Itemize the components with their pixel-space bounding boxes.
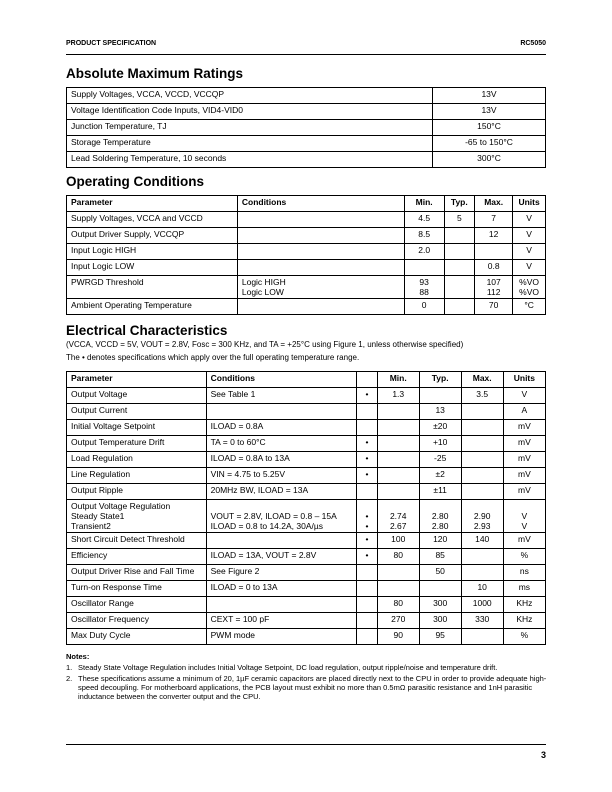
ec-row [67, 484, 546, 500]
oc-row [67, 260, 546, 276]
notes-title: Notes: [66, 652, 90, 661]
amr-row [67, 120, 546, 136]
oc-header: Parameter [67, 196, 238, 212]
oc-cell [237, 299, 404, 315]
amr-param: Lead Soldering Temperature, 10 seconds [67, 152, 433, 168]
ec-cell: TA = 0 to 60°C [206, 436, 357, 452]
amr-row [67, 136, 546, 152]
ec-cell: mV [503, 420, 545, 436]
ec-cell: 13 [419, 404, 461, 420]
oc-header: Min. [404, 196, 444, 212]
ec-cell: % [503, 549, 545, 565]
oc-cell [237, 212, 404, 228]
ec-cell: Efficiency [67, 549, 207, 565]
ec-cell: ±20 [419, 420, 461, 436]
page-number: 3 [540, 750, 546, 760]
ec-cell: 120 [419, 533, 461, 549]
oc-cell: PWRGD Threshold [67, 276, 238, 299]
amr-param: Voltage Identification Code Inputs, VID4-VID0 [67, 104, 433, 120]
ec-cell: A [503, 404, 545, 420]
amr-row [67, 152, 546, 168]
ec-cell [377, 565, 419, 581]
ec-cell [461, 629, 503, 645]
oc-header: Units [513, 196, 546, 212]
ec-cell: mV [503, 468, 545, 484]
oc-cell [237, 260, 404, 276]
ec-cell: 300 [419, 613, 461, 629]
ec-row [67, 533, 546, 549]
ec-row [67, 420, 546, 436]
temp-range-dot: • [357, 436, 377, 452]
ec-cell: 10 [461, 581, 503, 597]
amr-title: Absolute Maximum Ratings [66, 66, 244, 81]
ec-cell: 100 [377, 533, 419, 549]
amr-table [66, 87, 546, 168]
ec-row [67, 565, 546, 581]
ec-cell: Initial Voltage Setpoint [67, 420, 207, 436]
ec-cell [461, 420, 503, 436]
ec-cell: ±2 [419, 468, 461, 484]
ec-cell: Max Duty Cycle [67, 629, 207, 645]
ec-cell: VIN = 4.75 to 5.25V [206, 468, 357, 484]
ec-header-row [67, 372, 546, 388]
ec-cell: See Figure 2 [206, 565, 357, 581]
ec-header [357, 372, 377, 388]
notes [66, 652, 548, 703]
temp-range-dot [357, 420, 377, 436]
ec-cell: ILOAD = 0.8A [206, 420, 357, 436]
ec-cell: mV [503, 452, 545, 468]
ec-cell [461, 565, 503, 581]
oc-row [67, 299, 546, 315]
ec-cell: ns [503, 565, 545, 581]
ec-row [67, 452, 546, 468]
ec-cell: 270 [377, 613, 419, 629]
amr-value: 300°C [433, 152, 546, 168]
note-item [66, 663, 548, 672]
oc-cell: Logic HIGH Logic LOW [237, 276, 404, 299]
oc-cell [237, 244, 404, 260]
amr-value: 13V [433, 88, 546, 104]
oc-cell [237, 228, 404, 244]
ec-cell [461, 549, 503, 565]
oc-row [67, 276, 546, 299]
ec-cell: Output Temperature Drift [67, 436, 207, 452]
ec-header: Typ. [419, 372, 461, 388]
oc-cell: °C [513, 299, 546, 315]
amr-value: -65 to 150°C [433, 136, 546, 152]
oc-cell: 2.0 [404, 244, 444, 260]
amr-param: Junction Temperature, TJ [67, 120, 433, 136]
ec-cell: Oscillator Range [67, 597, 207, 613]
ec-cell: mV [503, 533, 545, 549]
ec-cell: Output Ripple [67, 484, 207, 500]
oc-cell: 7 [475, 212, 513, 228]
ec-header: Units [503, 372, 545, 388]
ec-cell: 80 [377, 549, 419, 565]
ec-cell: 50 [419, 565, 461, 581]
ec-row [67, 549, 546, 565]
ec-cell: ILOAD = 0.8A to 13A [206, 452, 357, 468]
oc-header: Conditions [237, 196, 404, 212]
ec-cell: Output Driver Rise and Fall Time [67, 565, 207, 581]
ec-cell: ILOAD = 0 to 13A [206, 581, 357, 597]
oc-cell: 8.5 [404, 228, 444, 244]
amr-value: 150°C [433, 120, 546, 136]
ec-cell: ILOAD = 13A, VOUT = 2.8V [206, 549, 357, 565]
ec-row [67, 500, 546, 533]
footer-rule [66, 744, 546, 745]
note-number: 2. [66, 674, 73, 683]
ec-cell: 2.90 2.93 [461, 500, 503, 533]
ec-row [67, 404, 546, 420]
oc-cell: V [513, 244, 546, 260]
amr-value: 13V [433, 104, 546, 120]
ec-cell: 1.3 [377, 388, 419, 404]
oc-row [67, 212, 546, 228]
oc-row [67, 244, 546, 260]
ec-cell: Turn-on Response Time [67, 581, 207, 597]
ec-cell: +10 [419, 436, 461, 452]
ec-cell: Output Voltage [67, 388, 207, 404]
ec-cell: KHz [503, 597, 545, 613]
ec-cell: ms [503, 581, 545, 597]
oc-row [67, 228, 546, 244]
ec-cell: 1000 [461, 597, 503, 613]
ec-cell [461, 468, 503, 484]
note-text: These specifications assume a minimum of 20, 1µF ceramic capacitors are placed directly next to the CPU in order to provide adequate high-speed decoupling. For motherboard applications, the PCB layout must exhibit no more than 0.5mΩ parasitic resistance and 1nH parasitic inductance between the converter output and the CPU. [78, 674, 547, 701]
oc-cell: 0 [404, 299, 444, 315]
ec-cell [377, 452, 419, 468]
ec-header: Conditions [206, 372, 357, 388]
ec-cell: Output Voltage Regulation Steady State1 Transient2 [67, 500, 207, 533]
temp-range-dot [357, 581, 377, 597]
temp-range-dot [357, 404, 377, 420]
ec-cell: 95 [419, 629, 461, 645]
ec-cell [206, 533, 357, 549]
ec-cell: mV [503, 484, 545, 500]
oc-cell: 70 [475, 299, 513, 315]
ec-cell [461, 404, 503, 420]
temp-range-dot: • [357, 468, 377, 484]
ec-cell: 140 [461, 533, 503, 549]
oc-cell: 5 [444, 212, 475, 228]
ec-cell [461, 436, 503, 452]
ec-subtitle2: The • denotes specifications which apply over the full operating temperature range. [66, 353, 360, 362]
oc-cell: 93 88 [404, 276, 444, 299]
ec-cell [377, 404, 419, 420]
ec-row [67, 468, 546, 484]
ec-cell [377, 436, 419, 452]
note-item [66, 674, 548, 701]
amr-row [67, 88, 546, 104]
ec-subtitle: (VCCA, VCCD = 5V, VOUT = 2.8V, Fosc = 300 KHz, and TA = +25°C using Figure 1, unless otherwise specified) [66, 340, 464, 349]
note-text: Steady State Voltage Regulation includes Initial Voltage Setpoint, DC load regulation, output ripple/noise and temperature drift. [78, 663, 498, 672]
ec-cell: 85 [419, 549, 461, 565]
ec-cell: V [503, 388, 545, 404]
ec-header: Min. [377, 372, 419, 388]
ec-row [67, 597, 546, 613]
temp-range-dot: • [357, 388, 377, 404]
ec-cell [206, 597, 357, 613]
oc-cell: V [513, 212, 546, 228]
ec-cell: PWM mode [206, 629, 357, 645]
ec-header: Parameter [67, 372, 207, 388]
oc-cell: 12 [475, 228, 513, 244]
ec-cell: See Table 1 [206, 388, 357, 404]
ec-row [67, 388, 546, 404]
amr-row [67, 104, 546, 120]
ec-row [67, 613, 546, 629]
oc-cell [444, 260, 475, 276]
ec-header: Max. [461, 372, 503, 388]
ec-cell [206, 404, 357, 420]
oc-cell: %VO %VO [513, 276, 546, 299]
oc-cell: 4.5 [404, 212, 444, 228]
oc-cell: Ambient Operating Temperature [67, 299, 238, 315]
temp-range-dot: • [357, 549, 377, 565]
ec-cell [377, 581, 419, 597]
ec-cell: V V [503, 500, 545, 533]
ec-cell: VOUT = 2.8V, ILOAD = 0.8 – 15A ILOAD = 0.8 to 14.2A, 30A/µs [206, 500, 357, 533]
oc-cell: V [513, 260, 546, 276]
ec-row [67, 629, 546, 645]
ec-row [67, 436, 546, 452]
ec-cell: Oscillator Frequency [67, 613, 207, 629]
temp-range-dot [357, 484, 377, 500]
ec-cell: Short Circuit Detect Threshold [67, 533, 207, 549]
note-number: 1. [66, 663, 73, 672]
ec-cell [419, 581, 461, 597]
ec-cell: 20MHz BW, ILOAD = 13A [206, 484, 357, 500]
ec-cell [377, 468, 419, 484]
oc-cell [475, 244, 513, 260]
temp-range-dot [357, 613, 377, 629]
ec-cell [461, 452, 503, 468]
header-left: PRODUCT SPECIFICATION [66, 40, 157, 47]
ec-title: Electrical Characteristics [66, 323, 228, 338]
oc-cell: 0.8 [475, 260, 513, 276]
temp-range-dot [357, 629, 377, 645]
oc-header: Typ. [444, 196, 475, 212]
ec-cell: 80 [377, 597, 419, 613]
header-right: RC5050 [520, 40, 546, 47]
oc-header: Max. [475, 196, 513, 212]
ec-cell: KHz [503, 613, 545, 629]
ec-cell: 90 [377, 629, 419, 645]
temp-range-dot [357, 597, 377, 613]
oc-cell [444, 299, 475, 315]
ec-cell: % [503, 629, 545, 645]
oc-cell: V [513, 228, 546, 244]
temp-range-dot [357, 565, 377, 581]
amr-param: Storage Temperature [67, 136, 433, 152]
oc-cell: Input Logic HIGH [67, 244, 238, 260]
oc-title: Operating Conditions [66, 174, 204, 189]
oc-cell [404, 260, 444, 276]
ec-cell: Load Regulation [67, 452, 207, 468]
oc-cell: Output Driver Supply, VCCQP [67, 228, 238, 244]
oc-table [66, 195, 546, 315]
ec-row [67, 581, 546, 597]
ec-cell: 300 [419, 597, 461, 613]
page-header [66, 38, 546, 55]
ec-cell [377, 420, 419, 436]
oc-cell [444, 244, 475, 260]
ec-cell: ±11 [419, 484, 461, 500]
oc-cell [444, 228, 475, 244]
ec-cell: -25 [419, 452, 461, 468]
amr-param: Supply Voltages, VCCA, VCCD, VCCQP [67, 88, 433, 104]
oc-cell: Input Logic LOW [67, 260, 238, 276]
ec-cell: CEXT = 100 pF [206, 613, 357, 629]
oc-cell: Supply Voltages, VCCA and VCCD [67, 212, 238, 228]
ec-cell: Line Regulation [67, 468, 207, 484]
ec-cell: 3.5 [461, 388, 503, 404]
oc-cell: 107 112 [475, 276, 513, 299]
temp-range-dot: • • [357, 500, 377, 533]
temp-range-dot: • [357, 533, 377, 549]
ec-cell [461, 484, 503, 500]
ec-table [66, 371, 546, 645]
ec-cell: 2.74 2.67 [377, 500, 419, 533]
temp-range-dot: • [357, 452, 377, 468]
ec-cell [377, 484, 419, 500]
ec-cell [419, 388, 461, 404]
ec-cell: mV [503, 436, 545, 452]
ec-cell: Output Current [67, 404, 207, 420]
oc-header-row [67, 196, 546, 212]
ec-cell: 2.80 2.80 [419, 500, 461, 533]
ec-cell: 330 [461, 613, 503, 629]
oc-cell [444, 276, 475, 299]
